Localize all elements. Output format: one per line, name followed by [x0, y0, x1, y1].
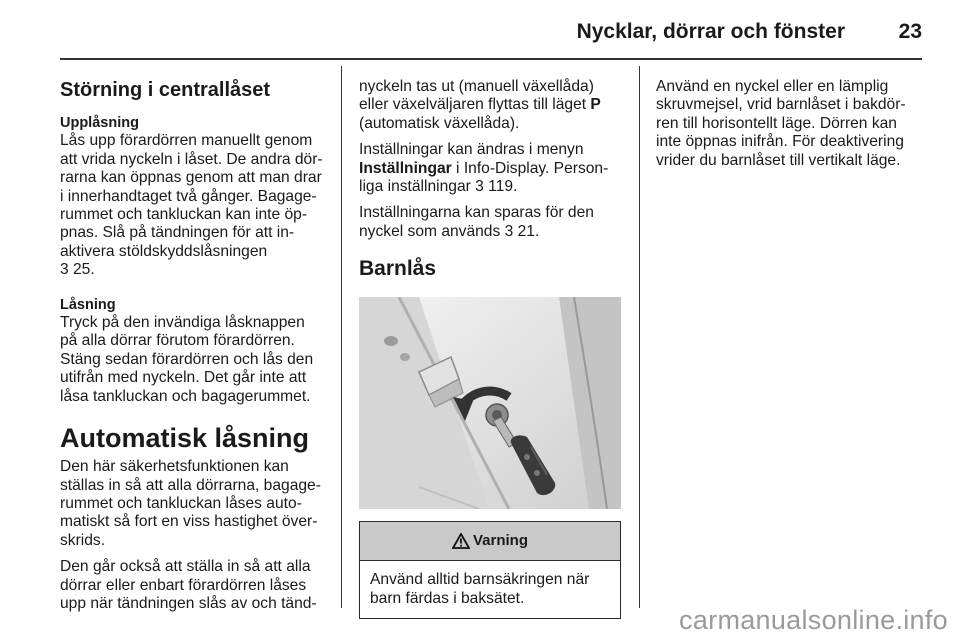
text-line: nyckeln tas ut (manuell växellåda): [359, 78, 594, 95]
warning-body: [360, 561, 620, 618]
text-line: inte öppnas inifrån. För deaktivering: [656, 133, 904, 151]
header-rule: [60, 58, 922, 60]
text-line: rarna kan öppnas genom att man drar: [60, 169, 322, 187]
child-lock-drawing: [359, 297, 621, 509]
column-divider-1: [341, 66, 342, 608]
text-line: [359, 160, 629, 178]
text-line: utifrån med nyckeln. Det går inte att: [60, 369, 307, 387]
warning-triangle-icon: [452, 533, 470, 549]
page-reference: 3 25.: [60, 261, 95, 279]
text-line: på alla dörrar förutom förardörren.: [60, 332, 295, 350]
text-line: att vrida nyckeln i låset. De andra dör-: [60, 150, 323, 168]
text-fragment: eller växelväljaren flyttas till läget: [359, 96, 587, 114]
text-line: Inställningarna kan sparas för den: [359, 204, 594, 222]
column-1: [60, 78, 330, 613]
child-lock-illustration: [359, 297, 621, 509]
text-line: nyckel som används 3 21.: [359, 222, 540, 240]
text-line: aktivera stöldskyddslåsningen: [60, 242, 268, 260]
text-line: pnas. Slå på tändningen för att in-: [60, 224, 295, 242]
subheading-lock: Låsning: [60, 296, 116, 313]
text-fragment: i Info-Display. Person-: [451, 159, 609, 177]
text-line: [359, 96, 629, 114]
text-line: matiskt så fort en viss hastighet över-: [60, 513, 318, 531]
text-line: rummet och tankluckan låses auto-: [60, 494, 302, 512]
text-line: Tryck på den invändiga låsknappen: [60, 314, 305, 332]
text-line: vrider du barnlåset till vertikalt läge.: [656, 151, 901, 169]
section-title-auto-lock: Automatisk låsning: [60, 423, 310, 454]
text-line: Inställningar kan ändras i menyn: [359, 141, 584, 159]
text-line: låsa tankluckan och bagagerummet.: [60, 387, 311, 405]
header-title: Nycklar, dörrar och fönster: [576, 20, 845, 43]
text-line: ren till horisontellt läge. Dörren kan: [656, 114, 897, 132]
warning-text-line: barn färdas i baksätet.: [370, 589, 525, 607]
column-2: [359, 78, 629, 619]
column-3: [656, 78, 936, 170]
text-line: upp när tändningen slås av och tänd-: [60, 594, 317, 612]
text-line: (automatisk växellåda).: [359, 114, 520, 132]
subheading-unlock: Upplåsning: [60, 115, 139, 131]
section-title-child-lock: Barnlås: [359, 257, 437, 281]
text-line: Stäng sedan förardörren och lås den: [60, 350, 314, 368]
text-line: liga inställningar 3 119.: [359, 178, 518, 196]
text-line: ställas in så att alla dörrarna, bagage-: [60, 476, 321, 494]
warning-box: [359, 521, 621, 619]
text-line: skrids.: [60, 531, 106, 549]
text-line: i innerhandtaget två gånger. Bagage-: [60, 187, 317, 205]
page-header: [0, 0, 960, 60]
text-line: rummet och tankluckan kan inte öp-: [60, 206, 308, 224]
warning-header: [360, 522, 620, 561]
column-divider-2: [639, 66, 640, 608]
settings-menu-label: Inställningar: [359, 159, 452, 177]
text-line: Den här säkerhetsfunktionen kan: [60, 458, 289, 476]
watermark: carmanualsonline.info: [679, 605, 948, 635]
section-title-malfunction: Störning i centrallåset: [60, 79, 271, 101]
text-line: skruvmejsel, vrid barnlåset i bakdör-: [656, 96, 906, 114]
page-number: 23: [898, 20, 922, 43]
text-line: Lås upp förardörren manuellt genom: [60, 132, 313, 150]
warning-text-line: Använd alltid barnsäkringen när: [370, 571, 590, 589]
text-line: Använd en nyckel eller en lämplig: [656, 78, 889, 95]
text-line: Den går också att ställa in så att alla: [60, 558, 311, 576]
gear-position-p: P: [590, 96, 601, 114]
warning-title: Varning: [472, 532, 528, 550]
text-line: dörrar eller enbart förardörren låses: [60, 576, 307, 594]
